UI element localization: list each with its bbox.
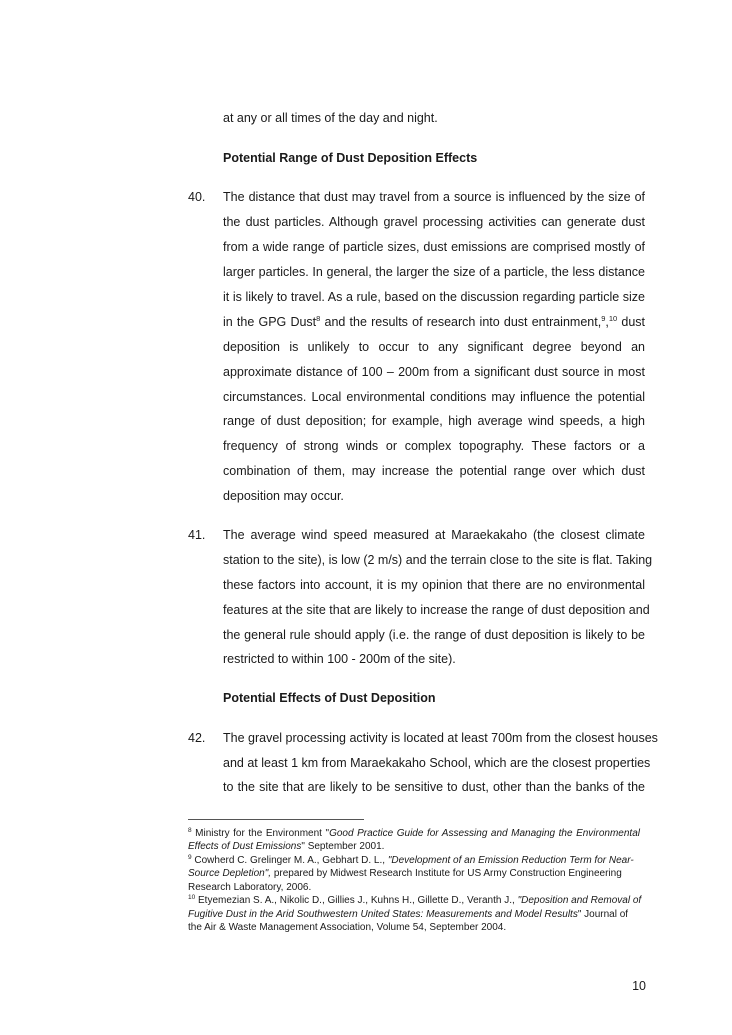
footnote-ref-10[interactable]: 10 (608, 314, 618, 323)
paragraph-line: circumstances. Local environmental conditions may influence the potential (223, 390, 645, 404)
paragraph-line: to the site that are likely to be sensitive to dust, other than the banks of the (223, 780, 645, 794)
footnote-separator (188, 819, 364, 820)
footnote-mark: 8 (188, 827, 192, 834)
text-run: Cowherd C. Grelinger M. A., Gebhart D. L., (191, 855, 388, 866)
text-run: and the results of research into dust entrainment, (320, 315, 602, 329)
footnote-line: the Air & Waste Management Association, Volume 54, September 2004. (188, 922, 507, 933)
paragraph-line: range of dust deposition; for example, high average wind speeds, a high (223, 414, 645, 428)
paragraph-line: combination of them, may increase the potential range over which dust (223, 464, 645, 478)
footnote-line (188, 908, 640, 922)
footnote-line (188, 840, 640, 854)
paragraph-number: 40. (188, 190, 206, 204)
paragraph-line: features at the site that are likely to increase the range of dust deposition and (223, 603, 650, 617)
text-run: Ministry for the Environment " (191, 828, 330, 839)
text-run: Etyemezian S. A., Nikolic D., Gillies J., Kuhns H., Gillette D., Veranth J., (195, 895, 518, 906)
paragraph-number: 42. (188, 731, 206, 745)
section-heading-range: Potential Range of Dust Deposition Effects (223, 151, 478, 165)
footnote-line (188, 894, 640, 908)
paragraph-line: frequency of strong winds or complex topography. These factors or a (223, 439, 645, 453)
paragraph-line: deposition is unlikely to occur to any significant degree beyond an (223, 340, 645, 354)
continuation-text: at any or all times of the day and night. (223, 111, 438, 125)
paragraph-line: The gravel processing activity is located at least 700m from the closest houses (223, 731, 658, 745)
footnote-ref-8[interactable]: 8 (316, 314, 321, 323)
paragraph-line: deposition may occur. (223, 489, 344, 503)
footnote-line (188, 867, 640, 881)
paragraph-line: The distance that dust may travel from a source is influenced by the size of (223, 190, 645, 204)
paragraph-line: from a wide range of particle sizes, dust emissions are comprised mostly of (223, 240, 645, 254)
footnote-title: "Deposition and Removal of (517, 895, 642, 906)
footnote-title: Effects of Dust Emissions (188, 841, 302, 852)
page-number: 10 (632, 979, 646, 993)
paragraph-line: it is likely to travel. As a rule, based on the discussion regarding particle size (223, 290, 645, 304)
paragraph-line: the general rule should apply (i.e. the range of dust deposition is likely to be (223, 628, 645, 642)
paragraph-line: restricted to within 100 - 200m of the site). (223, 652, 456, 666)
footnote-title: Good Practice Guide for Assessing and Managing the Environmental (329, 828, 640, 839)
text-run: prepared by Midwest Research Institute for US Army Construction Engineering (271, 868, 622, 879)
text-run: , (605, 315, 609, 329)
paragraph-line (223, 314, 645, 330)
text-run: in the GPG Dust (223, 315, 317, 329)
footnote-title: "Development of an Emission Reduction Term for Near- (387, 855, 634, 866)
text-run: " Journal of (577, 909, 629, 920)
paragraph-line: larger particles. In general, the larger the size of a particle, the less distance (223, 265, 645, 279)
text-run: dust (617, 315, 645, 329)
footnote-title: Source Depletion", (188, 868, 272, 879)
text-run: " September 2001. (301, 841, 385, 852)
paragraph-line: and at least 1 km from Maraekakaho School, which are the closest properties (223, 756, 651, 770)
paragraph-line: approximate distance of 100 – 200m from a significant dust source in most (223, 365, 645, 379)
paragraph-line: The average wind speed measured at Maraekakaho (the closest climate (223, 528, 645, 542)
footnote-mark: 10 (188, 894, 196, 901)
footnote-line (188, 854, 640, 868)
paragraph-number: 41. (188, 528, 206, 542)
footnote-mark: 9 (188, 854, 192, 861)
footnote-line (188, 827, 640, 841)
paragraph-line: these factors into account, it is my opinion that there are no environmental (223, 578, 645, 592)
paragraph-line: the dust particles. Although gravel processing activities can generate dust (223, 215, 645, 229)
footnote-ref-9[interactable]: 9 (601, 314, 606, 323)
footnote-line: Research Laboratory, 2006. (188, 882, 312, 893)
footnote-title: Fugitive Dust in the Arid Southwestern United States: Measurements and Model Results (188, 909, 578, 920)
paragraph-line: station to the site), is low (2 m/s) and the terrain close to the site is flat. Taking (223, 553, 653, 567)
section-heading-effects: Potential Effects of Dust Deposition (223, 691, 436, 705)
